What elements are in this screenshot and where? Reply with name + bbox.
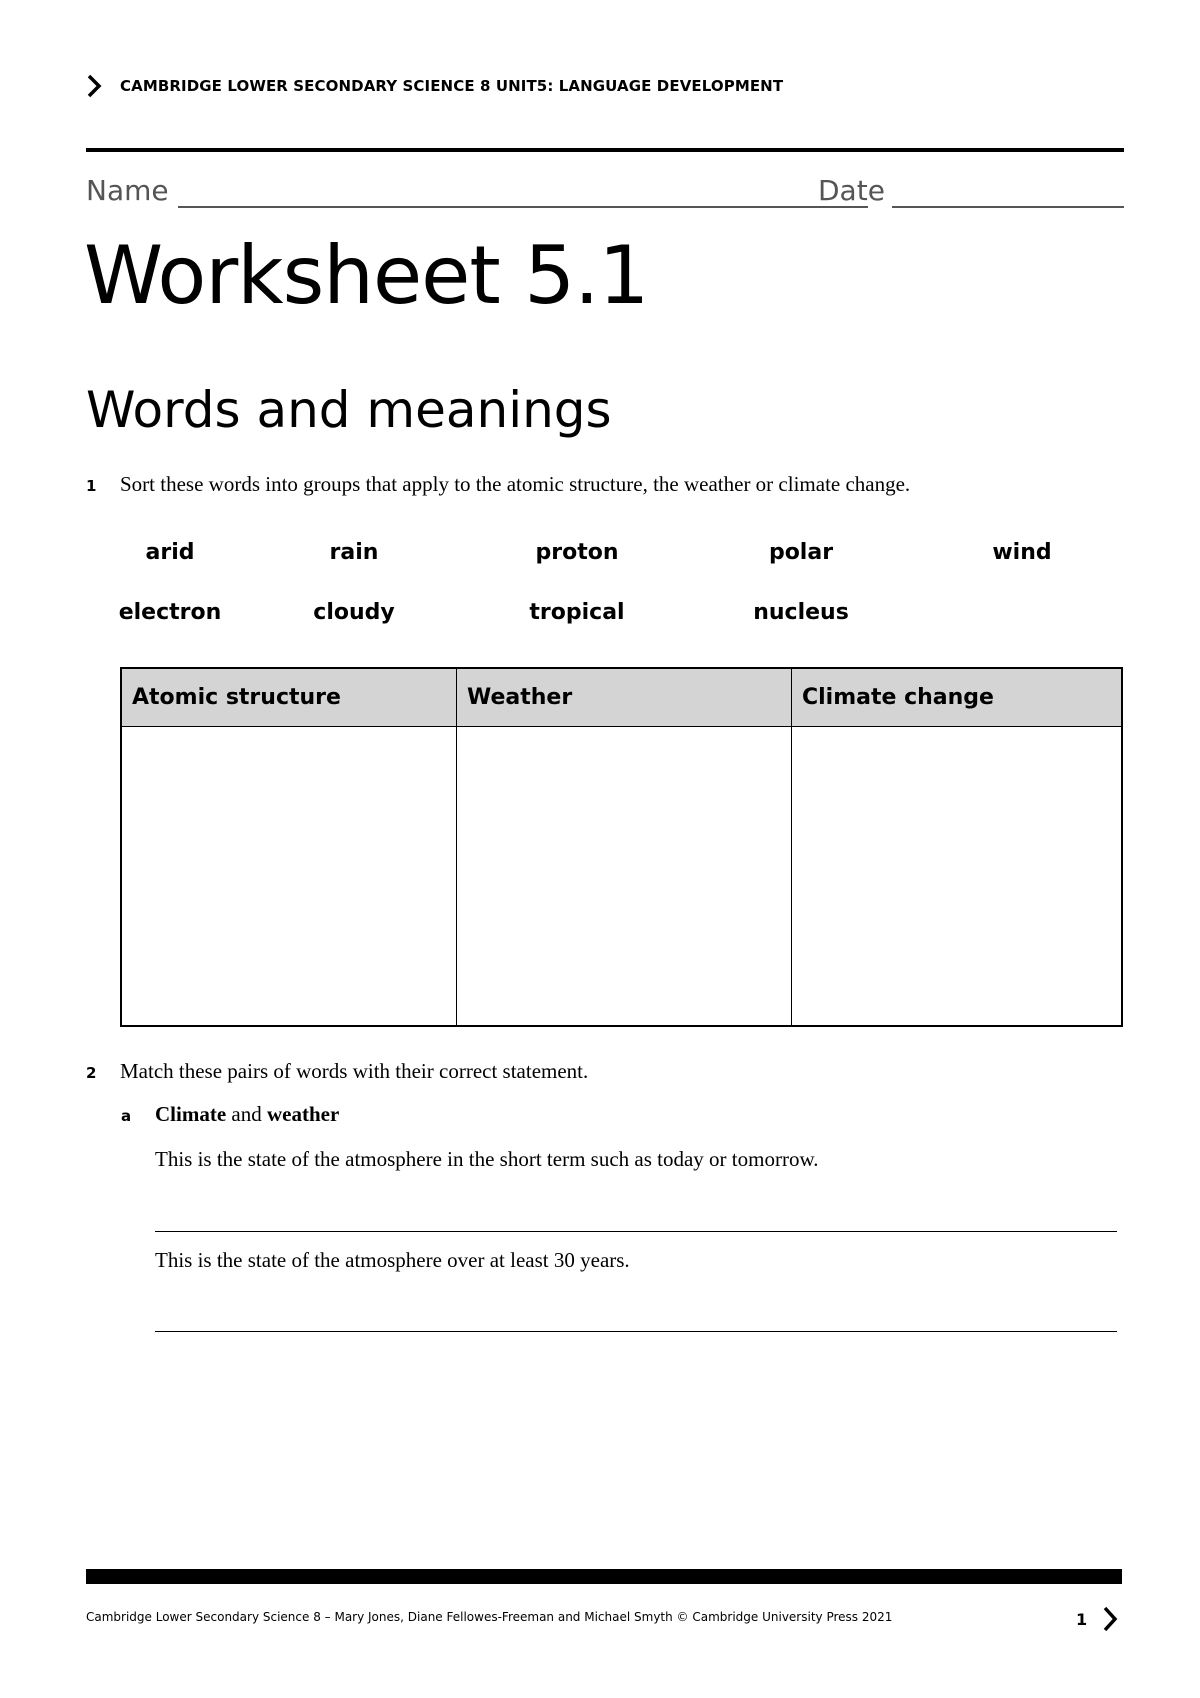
header-rule	[86, 148, 1124, 152]
name-field[interactable]	[178, 206, 868, 208]
column-header-climate-change: Climate change	[792, 668, 1123, 727]
question-1-text: Sort these words into groups that apply to the atomic structure, the weather or climate change.	[120, 472, 911, 496]
footer-rule	[86, 1569, 1122, 1584]
part-a-joiner: and	[226, 1102, 267, 1126]
word-item: polar	[768, 540, 834, 565]
word-item: electron	[118, 600, 222, 625]
name-date-row	[86, 174, 1124, 214]
date-field[interactable]	[892, 206, 1124, 208]
column-header-atomic-structure: Atomic structure	[121, 668, 457, 727]
word-item: cloudy	[313, 600, 395, 625]
statement-2-text: This is the state of the atmosphere over at least 30 years.	[155, 1248, 630, 1272]
sorting-table	[120, 667, 1123, 1027]
part-a-heading	[155, 1102, 339, 1127]
footer-credit: Cambridge Lower Secondary Science 8 – Mary Jones, Diane Fellowes-Freeman and Michael Smyth © Cambridge University Press 2021	[86, 1610, 893, 1624]
date-label: Date	[818, 174, 885, 207]
answer-line-1[interactable]	[155, 1231, 1117, 1232]
section-title: Words and meanings	[86, 381, 612, 439]
running-header	[86, 74, 783, 98]
statement-1-text: This is the state of the atmosphere in the short term such as today or tomorrow.	[155, 1147, 819, 1171]
chevron-right-icon	[86, 74, 102, 98]
question-2-text: Match these pairs of words with their correct statement.	[120, 1059, 589, 1083]
word-item: tropical	[529, 600, 625, 625]
part-a-label: a	[121, 1107, 132, 1125]
word-item: arid	[145, 540, 195, 565]
answer-cell-weather[interactable]	[457, 727, 792, 1027]
word-item: rain	[329, 540, 379, 565]
word-item: wind	[992, 540, 1052, 565]
question-1-number: 1	[86, 477, 97, 495]
part-a-word-weather: weather	[266, 1102, 340, 1126]
word-item: nucleus	[753, 600, 849, 625]
running-title: CAMBRIDGE LOWER SECONDARY SCIENCE 8 UNIT5: LANGUAGE DEVELOPMENT	[120, 77, 784, 95]
answer-cell-atomic-structure[interactable]	[121, 727, 457, 1027]
page-number: 1	[1076, 1610, 1088, 1629]
answer-cell-climate-change[interactable]	[792, 727, 1123, 1027]
word-item: proton	[535, 540, 619, 565]
column-header-weather: Weather	[457, 668, 792, 727]
part-a-word-climate: Climate	[155, 1102, 227, 1126]
name-label: Name	[86, 174, 169, 207]
chevron-right-icon[interactable]	[1102, 1606, 1118, 1632]
page-title: Worksheet 5.1	[84, 229, 649, 322]
question-2-number: 2	[86, 1064, 97, 1082]
answer-line-2[interactable]	[155, 1331, 1117, 1332]
